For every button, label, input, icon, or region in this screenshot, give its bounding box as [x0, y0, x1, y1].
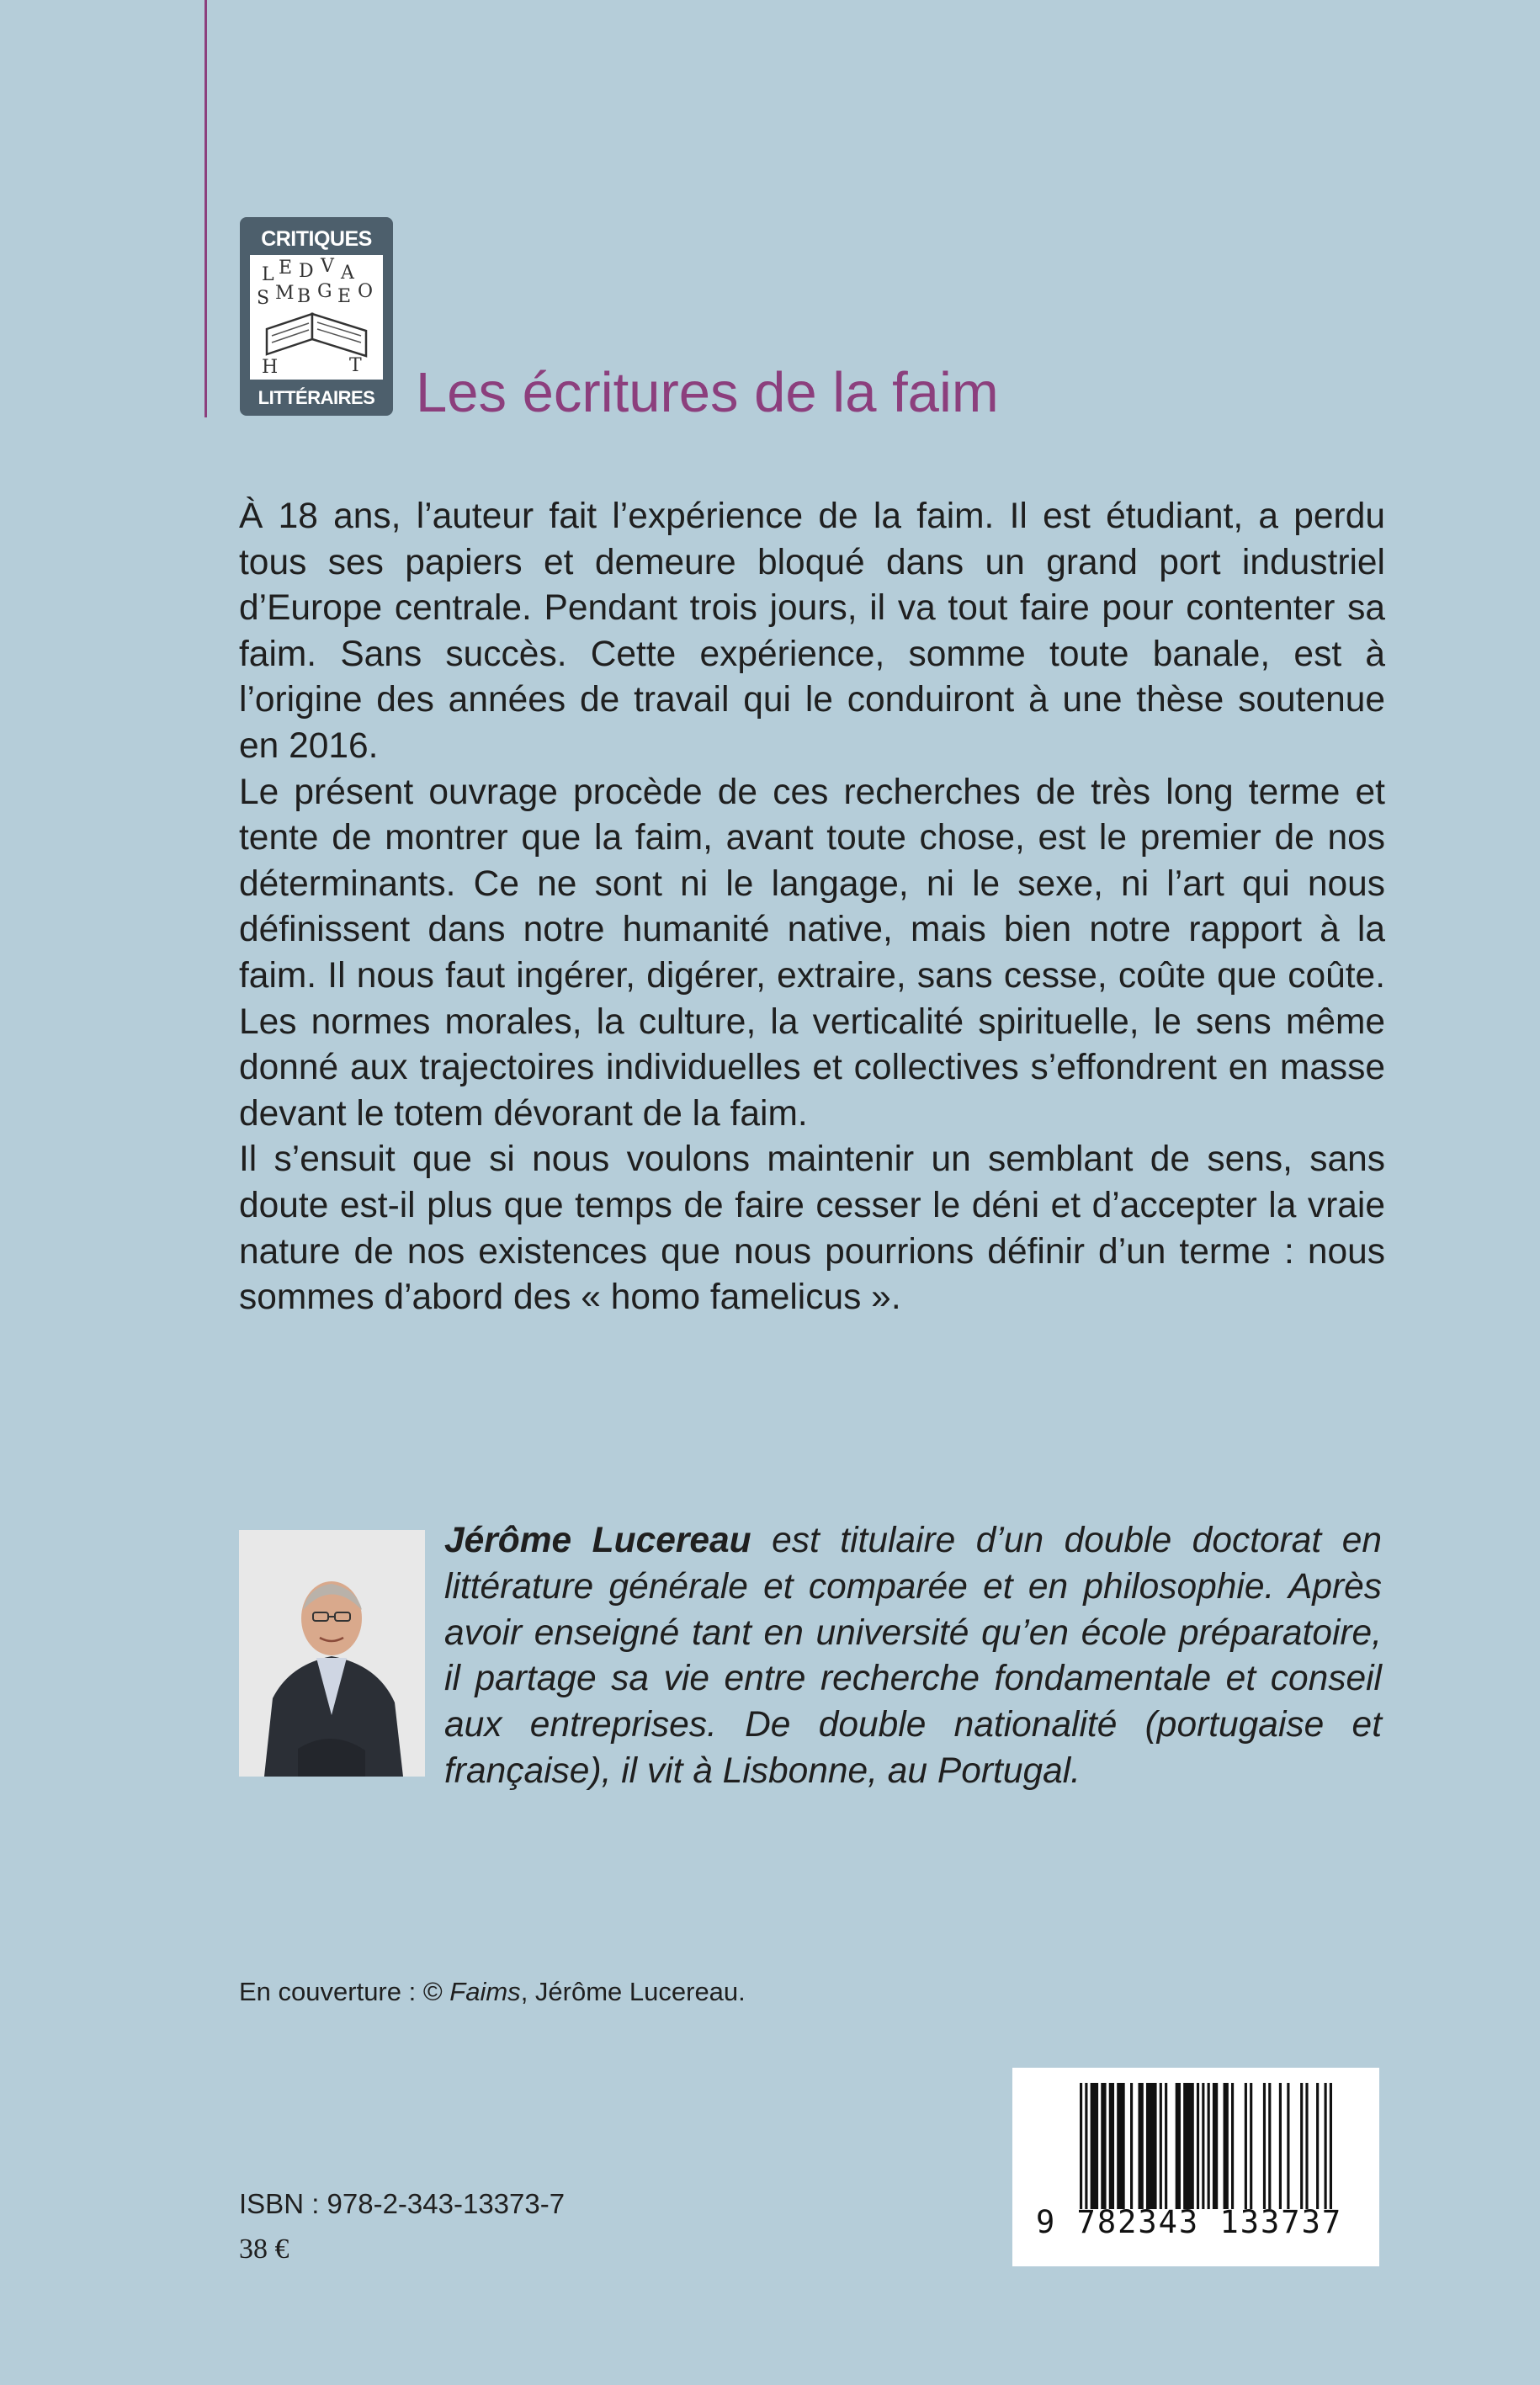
barcode-bar	[1176, 2083, 1181, 2209]
open-book-icon	[250, 255, 383, 380]
barcode-bar	[1091, 2083, 1098, 2209]
author-photo	[239, 1530, 425, 1777]
blurb-paragraph-1: À 18 ans, l’auteur fait l’expérience de la faim. Il est étudiant, a perdu tous ses papiers et demeure bloqué dans un grand port industriel d’Europe centrale. Pendant trois jours, il va tout faire pour contenter sa faim. Sans succès. Cette expérience, somme toute banale, est à l’origine des années de travail qui le conduiront à une thèse soutenue en 2016.	[239, 497, 1385, 766]
svg-text:E: E	[337, 286, 352, 307]
barcode-bar	[1085, 2083, 1087, 2209]
price: 38 €	[239, 2234, 289, 2265]
svg-text:L: L	[262, 264, 274, 285]
author-bio	[444, 1518, 1382, 1795]
svg-text:S: S	[257, 288, 270, 309]
barcode-bar	[1316, 2083, 1319, 2209]
svg-text:T: T	[349, 355, 362, 376]
barcode-bar	[1300, 2083, 1303, 2209]
barcode-bar	[1208, 2083, 1210, 2209]
logo-bottom-text: LITTÉRAIRES	[258, 387, 375, 408]
isbn: ISBN : 978-2-343-13373-7	[239, 2188, 566, 2219]
barcode-bar	[1138, 2083, 1143, 2209]
barcode-bar	[1231, 2083, 1234, 2209]
barcode-bar	[1287, 2083, 1289, 2209]
spine-accent-line	[204, 0, 207, 417]
barcode-bar	[1330, 2083, 1332, 2209]
barcode-bar	[1080, 2083, 1082, 2209]
author-bio-text: est titulaire d’un double doctorat en littérature générale et comparée et en philosophie. Après avoir enseigné tant en université qu’en école préparatoire, il partage sa vie entre recherche fondamentale et conseil aux entreprises. De double nationalité (portugaise et française), il vit à Lisbonne, au Portugal.	[444, 1521, 1382, 1791]
barcode-bar	[1117, 2083, 1124, 2209]
barcode-digits: 9 782343 133737	[1036, 2204, 1343, 2240]
barcode-bar	[1250, 2083, 1252, 2209]
barcode	[1012, 2068, 1379, 2266]
barcode-bar	[1109, 2083, 1114, 2209]
barcode-bar	[1325, 2083, 1327, 2209]
barcode-bar	[1263, 2083, 1266, 2209]
barcode-bar	[1197, 2083, 1199, 2209]
credit-prefix: En couverture : ©	[239, 1977, 450, 2006]
barcode-bar	[1202, 2083, 1204, 2209]
svg-text:G: G	[317, 281, 332, 302]
book-title: Les écritures de la faim	[416, 361, 999, 424]
author-name: Jérôme Lucereau	[444, 1521, 751, 1560]
blurb-paragraph-2: Le présent ouvrage procède de ces recherches de très long terme et tente de montrer que la faim, avant toute chose, est le premier de nos déterminants. Ce ne sont ni le langage, ni le sexe, ni l’art qui nous définissent dans notre humanité native, mais bien notre rapport à la faim. Il nous faut ingérer, digérer, extraire, sans cesse, coûte que coûte. Les normes morales, la culture, la verticalité spirituelle, le sens même donné aux trajectoires individuelles et collectives s’effondrent en masse devant le totem dévorant de la faim.	[239, 772, 1385, 1134]
blurb-paragraph-3: Il s’ensuit que si nous voulons maintenir un semblant de sens, sans doute est-il plus que temps de faire cesser le déni et d’accepter la vraie nature de nos existences que nous pourrions définir d’un terme : nous sommes d’abord des « homo famelicus ».	[239, 1139, 1385, 1318]
barcode-bar	[1245, 2083, 1247, 2209]
barcode-bar	[1165, 2083, 1167, 2209]
barcode-bar	[1130, 2083, 1133, 2209]
barcode-bar	[1224, 2083, 1229, 2209]
svg-text:D: D	[299, 261, 314, 282]
barcode-bars	[1080, 2083, 1332, 2209]
barcode-bar	[1213, 2083, 1218, 2209]
svg-text:E: E	[279, 258, 293, 279]
svg-text:A: A	[341, 263, 354, 284]
credit-suffix: , Jérôme Lucereau.	[520, 1977, 746, 2006]
cover-credit	[239, 1977, 746, 2007]
credit-work: Faims	[449, 1977, 521, 2006]
barcode-bar	[1101, 2083, 1106, 2209]
svg-text:H: H	[262, 357, 279, 378]
barcode-bar	[1146, 2083, 1157, 2209]
barcode-bar	[1268, 2083, 1271, 2209]
barcode-bar	[1160, 2083, 1162, 2209]
barcode-bar	[1183, 2083, 1194, 2209]
barcode-bar	[1305, 2083, 1308, 2209]
logo-top-text: CRITIQUES	[261, 227, 372, 251]
back-cover-blurb	[239, 494, 1385, 1321]
svg-text:B: B	[297, 286, 311, 307]
svg-text:M: M	[275, 283, 295, 304]
barcode-bar	[1279, 2083, 1282, 2209]
collection-logo	[240, 217, 393, 416]
svg-text:V: V	[321, 256, 334, 277]
svg-text:O: O	[358, 281, 374, 302]
